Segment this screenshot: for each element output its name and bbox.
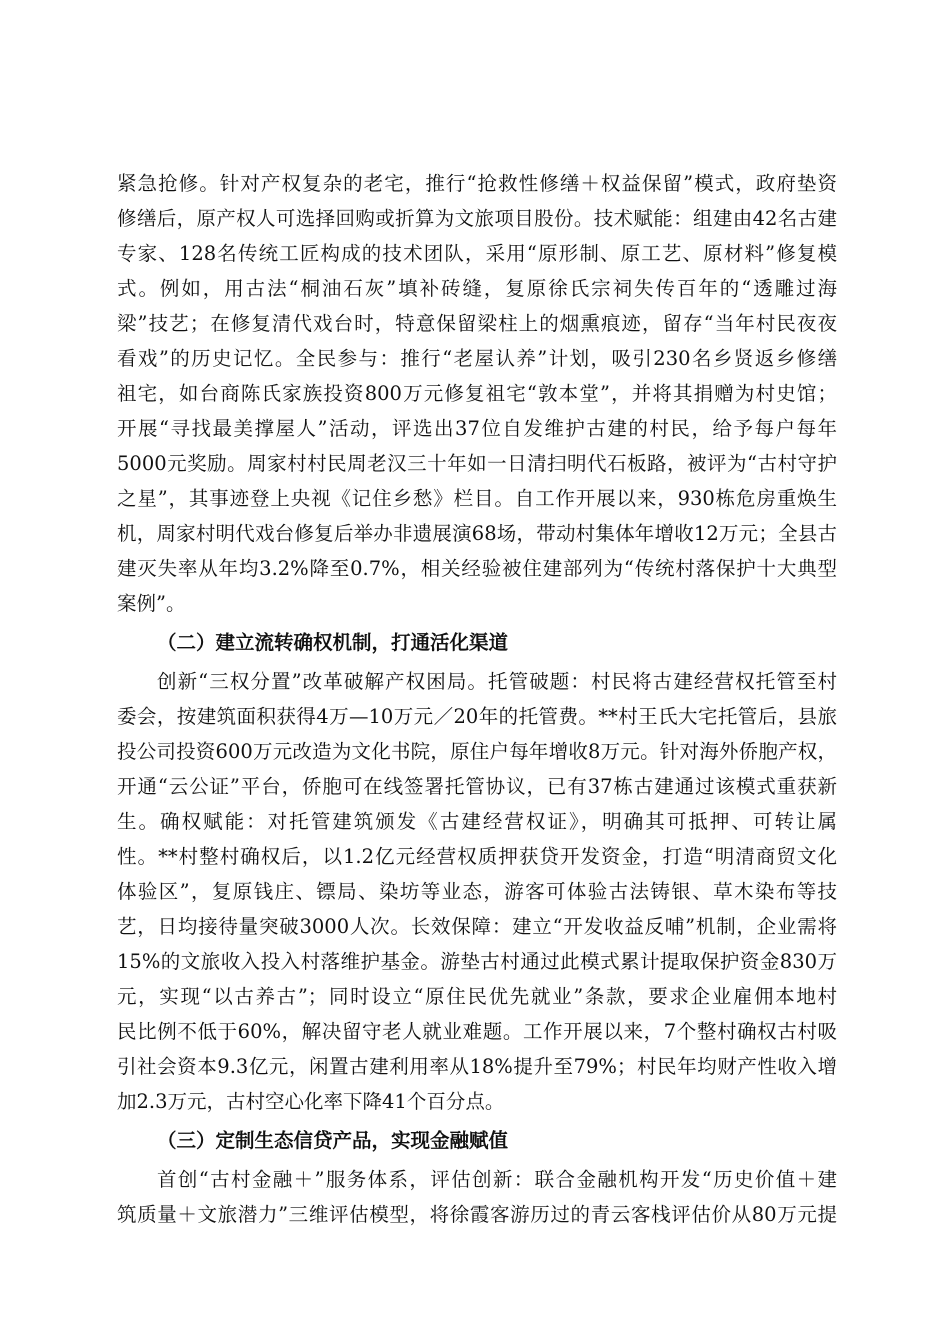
section-heading-2: （二）建立流转确权机制，打通活化渠道: [157, 631, 509, 654]
paragraph-line: 筑质量＋文旅潜力”三维评估模型，将徐霞客游历过的青云客栈评估价从80万元提: [117, 1203, 837, 1226]
paragraph-line: 5000元奖励。周家村村民周老汉三十年如一日清扫明代石板路，被评为“古村守护: [117, 452, 837, 475]
paragraph-line: 开展“寻找最美撑屋人”活动，评选出37位自发维护古建的村民，给予每户每年: [117, 417, 837, 440]
paragraph-line: 式。例如，用古法“桐油石灰”填补砖缝，复原徐氏宗祠失传百年的“透雕过海: [117, 277, 837, 300]
paragraph-line: 民比例不低于60%，解决留守老人就业难题。工作开展以来，7个整村确权古村吸: [117, 1020, 837, 1043]
paragraph-line: 委会，按建筑面积获得4万—10万元／20年的托管费。**村王氏大宅托管后，县旅: [117, 705, 837, 728]
paragraph-line: 修缮后，原产权人可选择回购或折算为文旅项目股份。技术赋能：组建由42名古建: [117, 207, 837, 230]
paragraph-line: 15%的文旅收入投入村落维护基金。游垫古村通过此模式累计提取保护资金830万: [117, 950, 837, 973]
paragraph-line: 机，周家村明代戏台修复后举办非遗展演68场，带动村集体年增收12万元；全县古: [117, 522, 837, 545]
paragraph-line: 首创“古村金融＋”服务体系，评估创新：联合金融机构开发“历史价值＋建: [157, 1168, 837, 1191]
paragraph-line: 看戏”的历史记忆。全民参与：推行“老屋认养”计划，吸引230名乡贤返乡修缮: [117, 347, 837, 370]
paragraph-line: 生。确权赋能：对托管建筑颁发《古建经营权证》，明确其可抵押、可转让属: [117, 810, 837, 833]
paragraph-line: 加2.3万元，古村空心化率下降41个百分点。: [117, 1090, 505, 1113]
paragraph-line: 元，实现“以古养古”；同时设立“原住民优先就业”条款，要求企业雇佣本地村: [117, 985, 837, 1008]
paragraph-line: 开通“云公证”平台，侨胞可在线签署托管协议，已有37栋古建通过该模式重获新: [117, 775, 837, 798]
paragraph-line: 建灭失率从年均3.2%降至0.7%，相关经验被住建部列为“传统村落保护十大典型: [117, 557, 837, 580]
paragraph-line: 性。**村整村确权后，以1.2亿元经营权质押获贷开发资金，打造“明清商贸文化: [117, 845, 837, 868]
paragraph-line: 之星”，其事迹登上央视《记住乡愁》栏目。自工作开展以来，930栋危房重焕生: [117, 487, 837, 510]
paragraph-line: 体验区”，复原钱庄、镖局、染坊等业态，游客可体验古法铸银、草木染布等技: [117, 880, 837, 903]
section-heading-3: （三）定制生态信贷产品，实现金融赋值: [157, 1129, 509, 1152]
paragraph-line: 专家、128名传统工匠构成的技术团队，采用“原形制、原工艺、原材料”修复模: [117, 242, 837, 265]
paragraph-line: 引社会资本9.3亿元，闲置古建利用率从18%提升至79%；村民年均财产性收入增: [117, 1055, 837, 1078]
paragraph-line: 祖宅，如台商陈氏家族投资800万元修复祖宅“敦本堂”，并将其捐赠为村史馆；: [117, 382, 837, 405]
paragraph-line: 梁”技艺；在修复清代戏台时，特意保留梁柱上的烟熏痕迹，留存“当年村民夜夜: [117, 312, 837, 335]
paragraph-line: 艺，日均接待量突破3000人次。长效保障：建立“开发收益反哺”机制，企业需将: [117, 915, 837, 938]
paragraph-line: 创新“三权分置”改革破解产权困局。托管破题：村民将古建经营权托管至村: [157, 670, 837, 693]
paragraph-line: 案例”。: [117, 592, 186, 615]
paragraph-line: 投公司投资600万元改造为文化书院，原住户每年增收8万元。针对海外侨胞产权，: [117, 740, 837, 763]
paragraph-line: 紧急抢修。针对产权复杂的老宅，推行“抢救性修缮＋权益保留”模式，政府垫资: [117, 172, 837, 195]
